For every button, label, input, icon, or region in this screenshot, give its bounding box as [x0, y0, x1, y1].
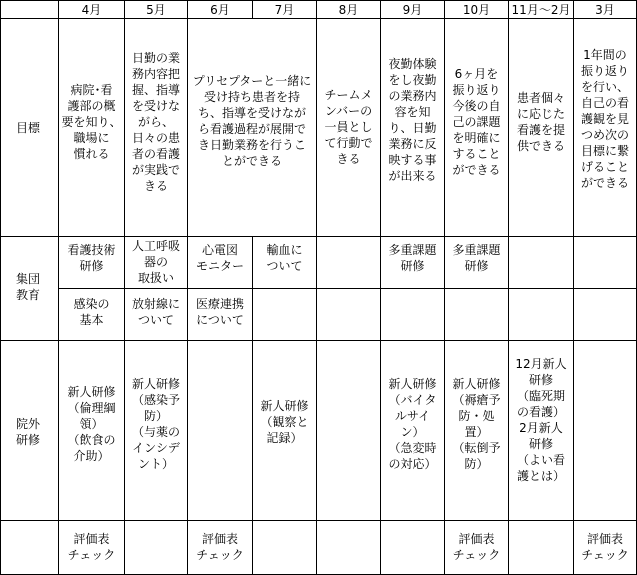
group-july-1: 輸血に ついて [266, 243, 303, 273]
month-header: 11月～2月 [511, 3, 571, 17]
goal-may: 日勤の業 務内容把 握、指導 を受けな がら、 日々の患 者の看護 が実践で きる [131, 51, 180, 193]
grid-line [0, 0, 637, 1]
group-october-1: 多重課題 研修 [452, 243, 501, 273]
month-header: 9月 [402, 3, 423, 17]
group-april-2: 感染の 基本 [73, 297, 110, 327]
month-header: 3月 [595, 3, 615, 17]
evaluation-march: 評価表 チェック [581, 532, 629, 562]
row-label-goals: 目標 [16, 121, 41, 135]
evaluation-june: 評価表 チェック [196, 532, 244, 562]
row-label-group-education: 集団 教育 [16, 272, 41, 302]
group-june-1: 心電図 モニター [195, 243, 244, 273]
group-april-1: 看護技術 研修 [67, 243, 116, 273]
grid-line [0, 0, 1, 575]
group-september-1: 多重課題 研修 [388, 243, 437, 273]
grid-line [58, 288, 637, 289]
external-may: 新人研修 （感染予 防） （与薬の インシデ ント） [131, 377, 180, 471]
group-may-1: 人工呼吸 器の 取扱い [131, 239, 180, 285]
external-september: 新人研修 （バイタ ルサイ ン） （急変時 の対応） [388, 377, 437, 471]
goal-nov-feb: 患者個々 に応じた 看護を提 供できる [516, 91, 565, 153]
month-header: 4月 [81, 3, 102, 17]
grid-line [508, 0, 509, 575]
month-header: 5月 [146, 3, 166, 17]
evaluation-october: 評価表 チェック [452, 532, 501, 562]
evaluation-april: 評価表 チェック [67, 532, 116, 562]
month-header: 8月 [338, 3, 359, 17]
grid-line [0, 520, 637, 521]
goal-october: 6ヶ月を 振り返り 今後の自 己の課題 を明確に すること ができる [452, 67, 501, 177]
external-april: 新人研修 （倫理綱 領） （飲食の 介助） [67, 385, 116, 463]
external-october: 新人研修 （褥瘡予 防・処 置） （転倒予 防） [452, 377, 501, 471]
goal-jun-jul: プリセプターと一緒に 受け持ち患者を持 ち、指導を受けなが ら看護過程が展開で き日勤業務を行うこ とができる [192, 74, 312, 168]
month-header: 10月 [462, 3, 491, 17]
grid-line [0, 236, 637, 237]
goal-april: 病院･看 護部の概 要を知り、 職場に 慣れる [61, 83, 122, 161]
row-label-external-training: 院外 研修 [16, 417, 41, 447]
goal-march: 1年間の 振り返り を行い、 自己の看 護観を見 つめ次の 目標に繋 げること ができる [580, 48, 629, 190]
goal-august: チームメ ンバーの 一員とし て行動で きる [324, 88, 373, 166]
goal-september: 夜勤体験 をし夜勤 の業務内 容を知 り、日勤 業務に反 映する事 が出来る [388, 57, 437, 183]
month-header: 7月 [274, 3, 295, 17]
group-june-2: 医療連携 について [195, 297, 244, 327]
grid-line [0, 18, 637, 19]
group-may-2: 放射線に ついて [131, 297, 180, 327]
external-nov-feb: 12月新人 研修 （臨死期 の看護） 2月新人 研修 （よい看 護とは） [515, 357, 567, 483]
external-july: 新人研修 （観察と 記録） [260, 399, 309, 445]
month-header: 6月 [210, 3, 230, 17]
grid-line [0, 340, 637, 341]
